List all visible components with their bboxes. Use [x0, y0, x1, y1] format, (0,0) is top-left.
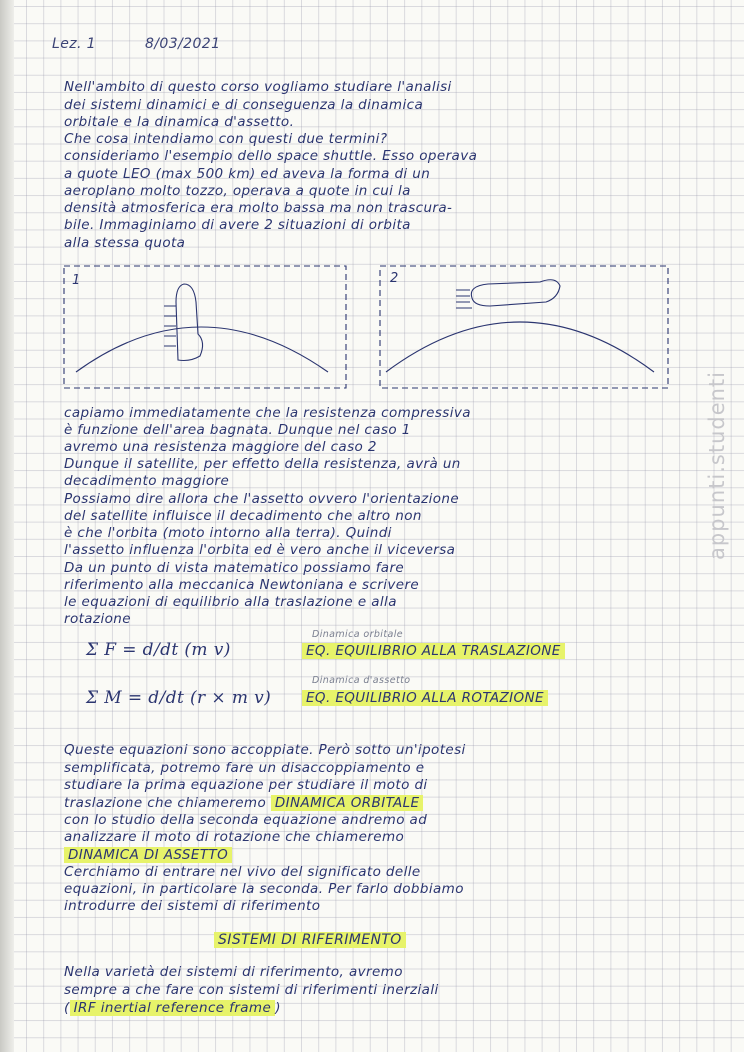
term-irf: IRF inertial reference frame [70, 1000, 276, 1016]
equation-2-name: EQ. EQUILIBRIO ALLA ROTAZIONE [302, 692, 548, 706]
watermark: appunti.studenti [705, 370, 729, 560]
text-line: con lo studio della seconda equazione andremo ad [64, 812, 428, 828]
text-line: sempre a che fare con sistemi di riferimenti inerziali [64, 982, 439, 998]
text-line: Cerchiamo di entrare nel vivo del significato delle [64, 864, 421, 880]
orbit-sketch-figure [60, 262, 672, 392]
text-line: alla stessa quota [64, 235, 186, 251]
text-line: semplificata, potremo fare un disaccoppiamento e [64, 760, 425, 776]
equation-1-annotation: Dinamica orbitale [312, 629, 403, 640]
notebook-binding [0, 0, 14, 1052]
text-line: studiare la prima equazione per studiare il moto di [64, 777, 428, 793]
text-line: capiamo immediatamente che la resistenza compressiva [64, 405, 471, 421]
text-line: analizzare il moto di rotazione che chiameremo [64, 829, 405, 845]
drag-arrows-1 [164, 306, 176, 346]
text-line: dei sistemi dinamici e di conseguenza la dinamica [64, 97, 424, 113]
shuttle-1-sketch [176, 284, 203, 361]
text-line: ( IRF inertial reference frame ) [64, 1000, 281, 1016]
panel-1-label: 1 [72, 273, 81, 288]
text-line: a quote LEO (max 500 km) ed aveva la forma di un [64, 166, 431, 182]
panel-2-frame [380, 266, 668, 388]
section-title: SISTEMI DI RIFERIMENTO [214, 933, 406, 947]
text-line: Possiamo dire allora che l'assetto ovvero l'orientazione [64, 491, 460, 507]
text-line: bile. Immaginiamo di avere 2 situazioni di orbita [64, 217, 411, 233]
text-line: aeroplano molto tozzo, operava a quote in cui la [64, 183, 411, 199]
text-line: densità atmosferica era molto bassa ma non trascura- [64, 200, 453, 216]
text-line: l'assetto influenza l'orbita ed è vero anche il viceversa [64, 542, 456, 558]
text-line: Nella varietà dei sistemi di riferimento, avremo [64, 964, 403, 980]
text-line: introdurre dei sistemi di riferimento [64, 898, 321, 914]
term-dinamica-orbitale: DINAMICA ORBITALE [271, 795, 424, 811]
text-line: rotazione [64, 611, 131, 627]
lecture-date: 8/03/2021 [145, 36, 221, 52]
text-line: consideriamo l'esempio dello space shuttle. Esso operava [64, 148, 478, 164]
text-line: riferimento alla meccanica Newtoniana e scrivere [64, 577, 420, 593]
text-line: equazioni, in particolare la seconda. Per farlo dobbiamo [64, 881, 464, 897]
term-dinamica-di-assetto: DINAMICA DI ASSETTO [64, 847, 232, 863]
equation-rotation: Σ M = d/dt (r × m v) [86, 688, 272, 708]
text-line: orbitale e la dinamica d'assetto. [64, 114, 295, 130]
earth-arc-2 [386, 322, 654, 372]
text-line: decadimento maggiore [64, 473, 230, 489]
text-line: traslazione che chiameremo DINAMICA ORBITALE [64, 797, 423, 811]
panel-2-label: 2 [390, 271, 399, 286]
drag-arrows-2 [456, 290, 472, 308]
text-line: Nell'ambito di questo corso vogliamo studiare l'analisi [64, 79, 452, 95]
text-line: è funzione dell'area bagnata. Dunque nel caso 1 [64, 422, 411, 438]
lecture-number: Lez. 1 [52, 36, 96, 52]
equation-1-name: EQ. EQUILIBRIO ALLA TRASLAZIONE [302, 645, 565, 659]
text-line: Dunque il satellite, per effetto della resistenza, avrà un [64, 456, 461, 472]
text-line: le equazioni di equilibrio alla traslazione e alla [64, 594, 397, 610]
equation-translation: Σ F = d/dt (m v) [86, 640, 231, 660]
shuttle-2-sketch [471, 280, 560, 306]
text-line: è che l'orbita (moto intorno alla terra). Quindi [64, 525, 392, 541]
text-line: del satellite influisce il decadimento che altro non [64, 508, 422, 524]
text-line: Queste equazioni sono accoppiate. Però sotto un'ipotesi [64, 742, 466, 758]
text-line: Da un punto di vista matematico possiamo fare [64, 560, 405, 576]
text-line [64, 849, 232, 863]
text-line: avremo una resistenza maggiore del caso 2 [64, 439, 377, 455]
text-line: Che cosa intendiamo con questi due termini? [64, 131, 388, 147]
equation-2-annotation: Dinamica d'assetto [312, 675, 411, 686]
